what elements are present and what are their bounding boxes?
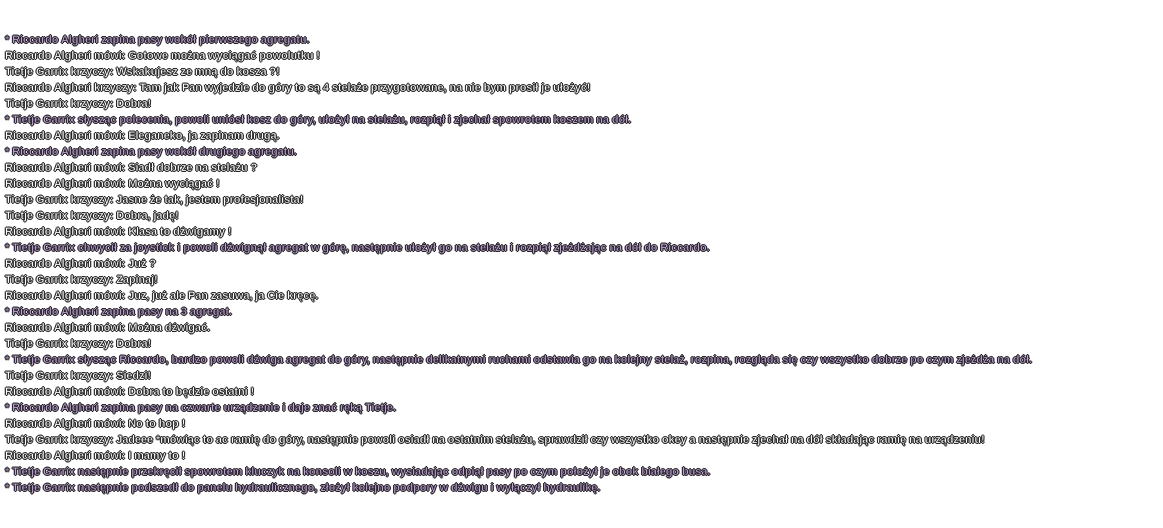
chat-log (5, 32, 1161, 496)
chat-line-action: * Tietje Garrix następnie przekręcił spowrotem kluczyk na konsoli w koszu, wysiadając odpiął pasy po czym położył je obok białego busa. (5, 466, 711, 478)
chat-line-action: * Tietje Garrix następnie podszedł do panelu hydraulicznego, złożył kolejno podpory w dźwigu i wyłączył hydraulikę. (5, 482, 601, 494)
chat-line: Tietje Garrix krzyczy: Zapinaj! (5, 274, 158, 286)
chat-line: Riccardo Algheri mówi: Można wyciągać ! (5, 178, 220, 190)
chat-line: Riccardo Algheri mówi: No to hop ! (5, 418, 186, 430)
chat-line: Riccardo Algheri krzyczy: Tam jak Pan wyjedzie do góry to są 4 stelaże przygotowane, na nie bym prosił je ułożyć! (5, 82, 591, 94)
chat-line: Riccardo Algheri mówi: Dobra to będzie ostatni ! (5, 386, 255, 398)
chat-line-action: * Tietje Garrix słysząc Riccardo, bardzo powoli dźwiga agregat do góry, następnie delikatnymi ruchami odstawia go na kolejny stelaż, rozpina, rozgląda się czy wszystko dobrze po czym zjeżdża na dół. (5, 354, 1032, 366)
chat-line: Riccardo Algheri mówi: Juz, już ale Pan zasuwa, ja Cie kręcę. (5, 290, 319, 302)
chat-line: Tietje Garrix krzyczy: Wskakujesz ze mną do kosza ?! (5, 66, 280, 78)
chat-line-action: * Riccardo Algheri zapina pasy wokół drugiego agregatu. (5, 146, 297, 158)
chat-line-action: * Tietje Garrix chwycił za joystick i powoli dźwignął agregat w górę, następnie ułożył go na stelażu i rozpiął zjeżdżając na dół do Riccardo. (5, 242, 710, 254)
chat-line: Tietje Garrix krzyczy: Dobra, jadę! (5, 210, 179, 222)
chat-line: Riccardo Algheri mówi: I mamy to ! (5, 450, 186, 462)
chat-line-action: * Tietje Garrix słysząc polecenia, powoli uniósł kosz do góry, ułożył na stelażu, rozpiął i zjechał spowrotem koszem na dół. (5, 114, 631, 126)
chat-line: Riccardo Algheri mówi: Już ? (5, 258, 156, 270)
chat-line: Riccardo Algheri mówi: Siadł dobrze na stelażu ? (5, 162, 258, 174)
chat-line: Tietje Garrix krzyczy: Dobra! (5, 338, 152, 350)
chat-line: Tietje Garrix krzyczy: Jadeee *mówiąc to ac ramię do góry, następnie powoli osiadł na ostatnim stelażu, sprawdził czy wszystko okey a następnie zjechał na dół składając ramię na urządzeniu! (5, 434, 985, 446)
chat-line: Riccardo Algheri mówi: Klasa to dźwigamy ! (5, 226, 232, 238)
chat-line: Tietje Garrix krzyczy: Dobra! (5, 98, 152, 110)
chat-line-action: * Riccardo Algheri zapina pasy wokół pierwszego agregatu. (5, 34, 310, 46)
chat-line-action: * Riccardo Algheri zapina pasy na 3 agregat. (5, 306, 232, 318)
chat-line-action: * Riccardo Algheri zapina pasy na czwarte urządzenie i daje znać ręką Tietje. (5, 402, 396, 414)
chat-line: Riccardo Algheri mówi: Można dźwigać. (5, 322, 210, 334)
chat-line: Tietje Garrix krzyczy: Jasne że tak, jestem profesjonalista! (5, 194, 304, 206)
chat-line: Riccardo Algheri mówi: Gotowe można wyciągać powolutku ! (5, 50, 320, 62)
chat-line: Tietje Garrix krzyczy: Siedzi! (5, 370, 151, 382)
chat-line: Riccardo Algheri mówi: Eleganeko, ja zapinam drugą. (5, 130, 280, 142)
